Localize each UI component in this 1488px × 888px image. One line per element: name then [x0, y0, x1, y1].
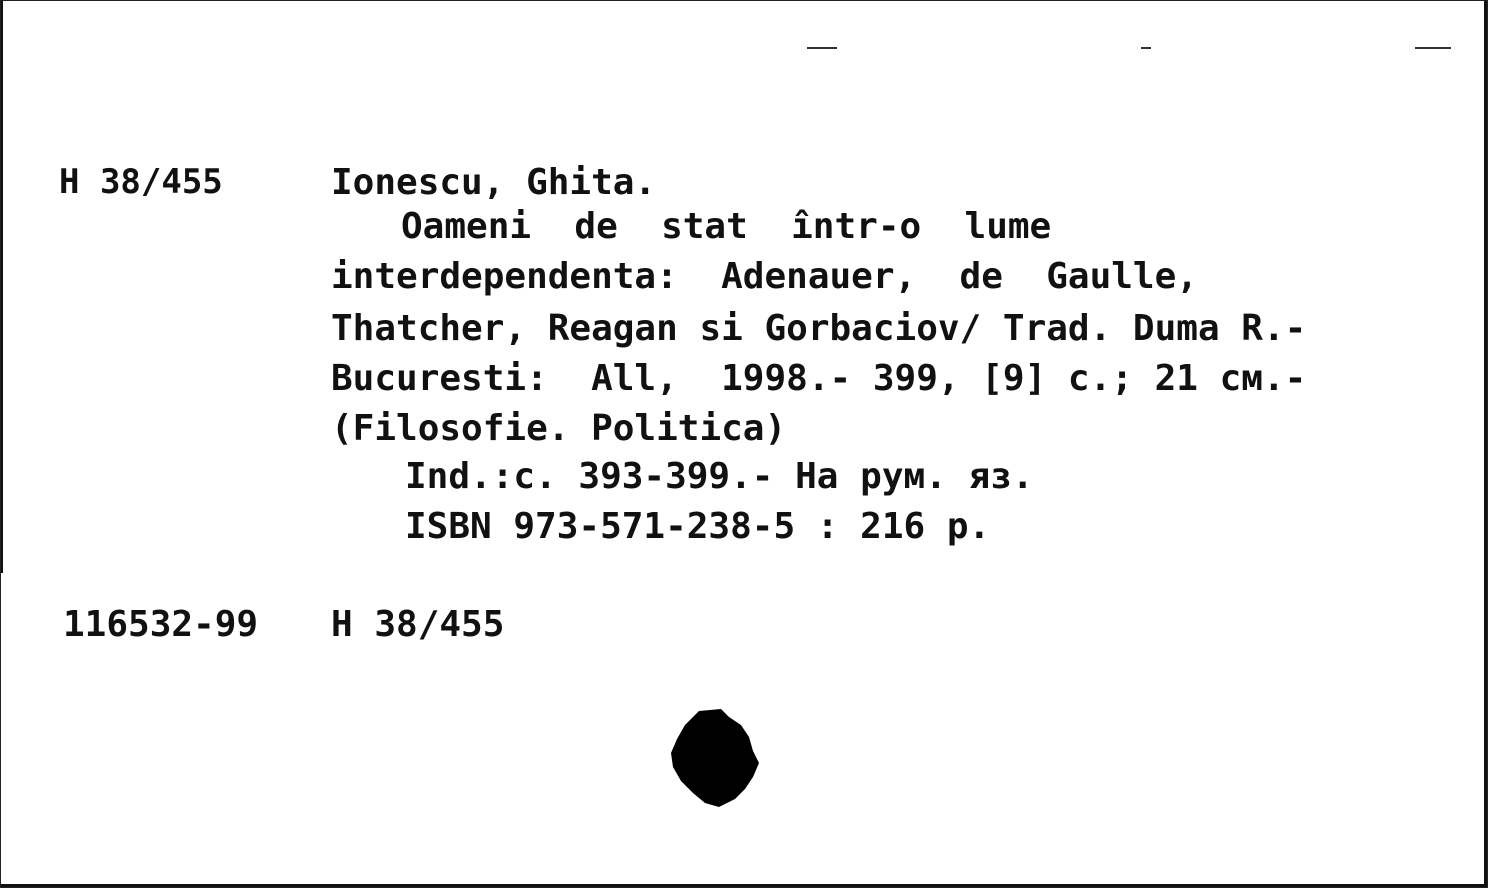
series-line: (Filosofie. Politica): [331, 408, 787, 449]
ink-blot: [669, 707, 761, 809]
scan-mark: [1141, 47, 1151, 49]
title-line-1: Oameni de stat într-o lume: [401, 206, 1052, 247]
shelf-mark: H 38/455: [331, 604, 505, 645]
card-bottom-edge: [1, 884, 1487, 887]
title-line-3: Thatcher, Reagan si Gorbaciov/ Trad. Duma R.-: [331, 308, 1307, 349]
card-left-edge: [1, 1, 3, 573]
scan-mark: [1415, 47, 1451, 49]
author: Ionescu, Ghita.: [331, 162, 657, 203]
card-right-edge: [1484, 1, 1487, 887]
imprint-line: Bucuresti: All, 1998.- 399, [9] c.; 21 cм.-: [331, 358, 1307, 399]
title-line-2: interdependenta: Adenauer, de Gaulle,: [331, 256, 1198, 297]
accession-number: 116532-99: [63, 604, 259, 645]
isbn-note: ISBN 973-571-238-5 : 216 р.: [405, 506, 991, 547]
index-note: Ind.:c. 393-399.- На рум. яз.: [405, 456, 1034, 497]
call-number: H 38/455: [59, 162, 223, 202]
scan-mark: [807, 47, 837, 49]
